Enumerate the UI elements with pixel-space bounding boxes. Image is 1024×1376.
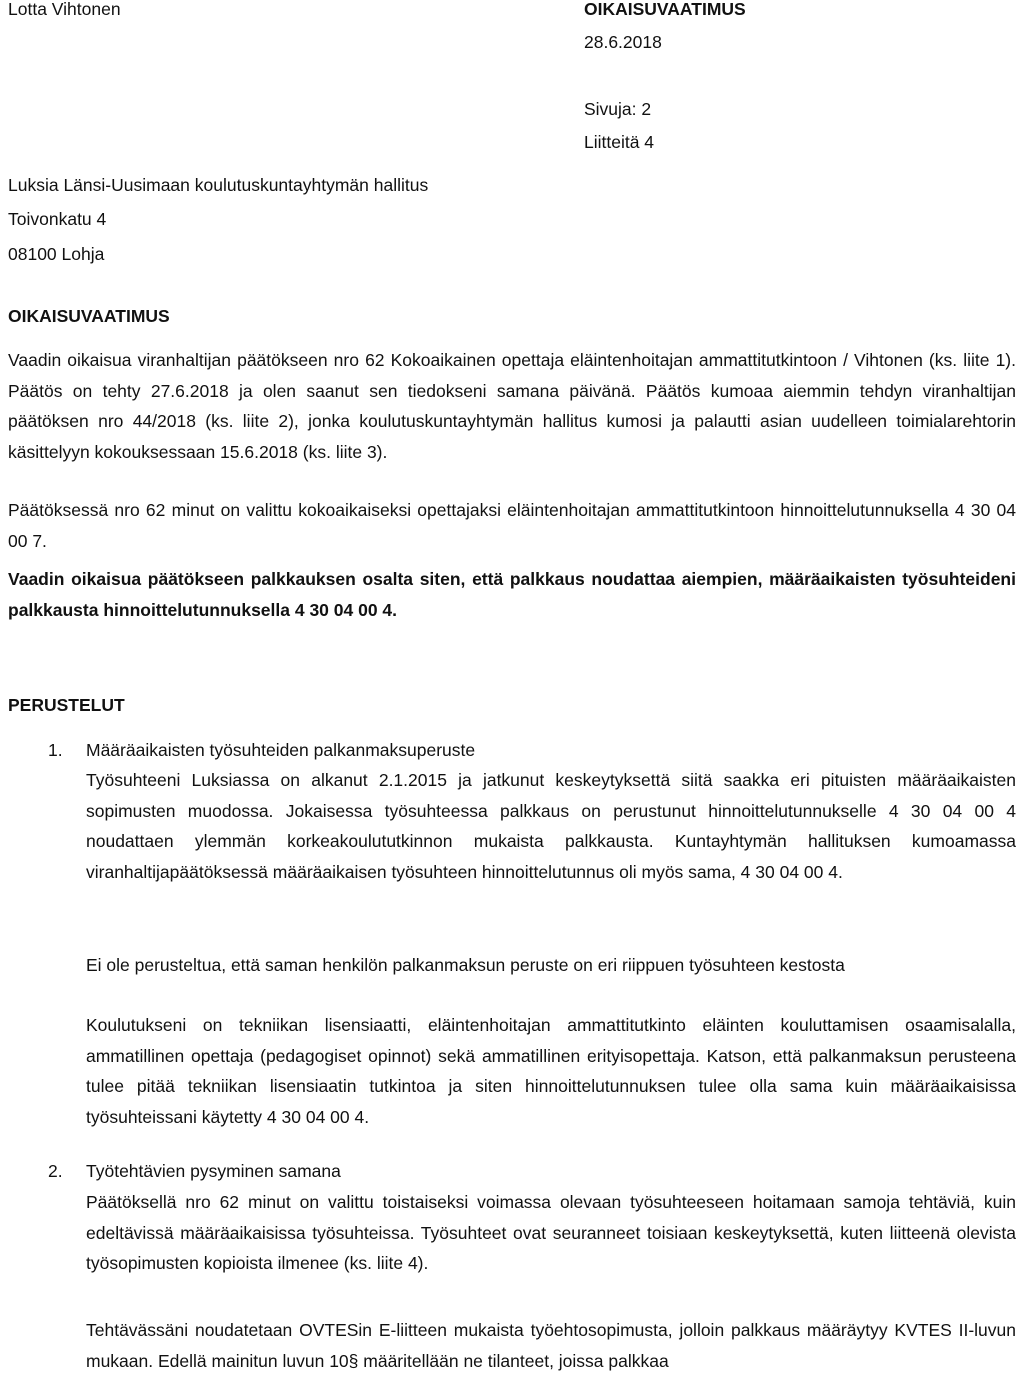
item-number-1: 1. [48,740,63,760]
item-title-2: Työtehtävien pysyminen samana [86,1161,341,1181]
recipient-name: Luksia Länsi-Uusimaan koulutuskuntayhtymän hallitus [8,175,429,195]
intro-text-1: Vaadin oikaisua viranhaltijan päätökseen nro 62 Kokoaikainen opettaja eläintenhoitajan ammattitutkintoon / Vihtonen (ks. liite 1). Päätös on tehty 27.6.2018 ja olen saanut sen tiedokseni samana päivänä. Päätös kumoaa aiemmin tehdyn viranhaltijan päätöksen nro 44/2018 (ks. liite 2), jonka koulutuskuntayhtymän hallitus kumosi ja palautti asian uudelleen toimialarehtorin käsittelyyn kokouksessaan 15.6.2018 (ks. liite 3). [8,350,1016,462]
document-title: OIKAISUVAATIMUS [8,306,170,326]
item-number-2: 2. [48,1161,63,1181]
author-name: Lotta Vihtonen [8,0,121,19]
item1-text-1: Työsuhteeni Luksiassa on alkanut 2.1.2015 ja jatkunut keskeytyksettä siitä saakka eri pituisten määräaikaisten sopimusten muodossa. Jokaisessa työsuhteessa palkkaus on perustunut hinnoittelutunnukselle 4 30 04 00 4 noudattaen ylemmän korkeakoulututkinnon mukaista palkkausta. Kuntayhtymän hallituksen kumoamassa viranhaltijapäätöksessä määräaikaisen työsuhteen hinnoittelutunnus oli myös sama, 4 30 04 00 4. [86,770,1016,882]
item1-paragraph-1 [86,765,1016,887]
item-title-1: Määräaikaisten työsuhteiden palkanmaksuperuste [86,740,476,760]
item1-paragraph-3 [86,1010,1016,1132]
document-type: OIKAISUVAATIMUS [584,0,746,19]
claim-paragraph [8,564,1016,625]
recipient-street: Toivonkatu 4 [8,209,107,229]
intro-paragraph-2 [8,495,1016,556]
item1-paragraph-2 [86,950,1016,981]
section-heading-perustelut: PERUSTELUT [8,695,125,715]
item2-paragraph-2 [86,1315,1016,1376]
item2-text-2: Tehtävässäni noudatetaan OVTESin E-liitteen mukaista työehtosopimusta, jolloin palkkaus määräytyy KVTES II-luvun mukaan. Edellä mainitun luvun 10§ määritellään ne tilanteet, joissa palkkaa [86,1320,1016,1371]
page-count: Sivuja: 2 [584,99,652,119]
recipient-postal: 08100 Lohja [8,244,105,264]
item2-paragraph-1 [86,1187,1016,1279]
attachment-count: Liitteitä 4 [584,132,655,152]
item1-text-2: Ei ole perusteltua, että saman henkilön palkanmaksun peruste on eri riippuen työsuhteen kestosta [86,955,845,975]
claim-text: Vaadin oikaisua päätökseen palkkauksen osalta siten, että palkkaus noudattaa aiempien, määräaikaisten työsuhteideni palkkausta hinnoittelutunnuksella 4 30 04 00 4. [8,569,1016,620]
intro-text-2: Päätöksessä nro 62 minut on valittu kokoaikaiseksi opettajaksi eläintenhoitajan ammattitutkintoon hinnoittelutunnuksella 4 30 04 00 7. [8,500,1016,551]
item1-text-3: Koulutukseni on tekniikan lisensiaatti, eläintenhoitajan ammattitutkinto eläinten kouluttamisen osaamisalalla, ammatillinen opettaja (pedagogiset opinnot) sekä ammatillinen erityisopettaja. Katson, että palkanmaksun perusteena tulee pitää tekniikan lisensiaatin tutkintoa ja siten hinnoittelutunnuksen tulee olla sama kuin määräaikaisissa työsuhteissani käytetty 4 30 04 00 4. [86,1015,1016,1127]
document-date: 28.6.2018 [584,32,662,52]
intro-paragraph-1 [8,345,1016,467]
item2-text-1: Päätöksellä nro 62 minut on valittu toistaiseksi voimassa olevaan työsuhteeseen hoitamaan samoja tehtäviä, kuin edeltävissä määräaikaisissa työsuhteissa. Työsuhteet ovat seuranneet toisiaan keskeytyksettä, kuten liitteenä olevista työsopimusten kopioista ilmenee (ks. liite 4). [86,1192,1016,1273]
